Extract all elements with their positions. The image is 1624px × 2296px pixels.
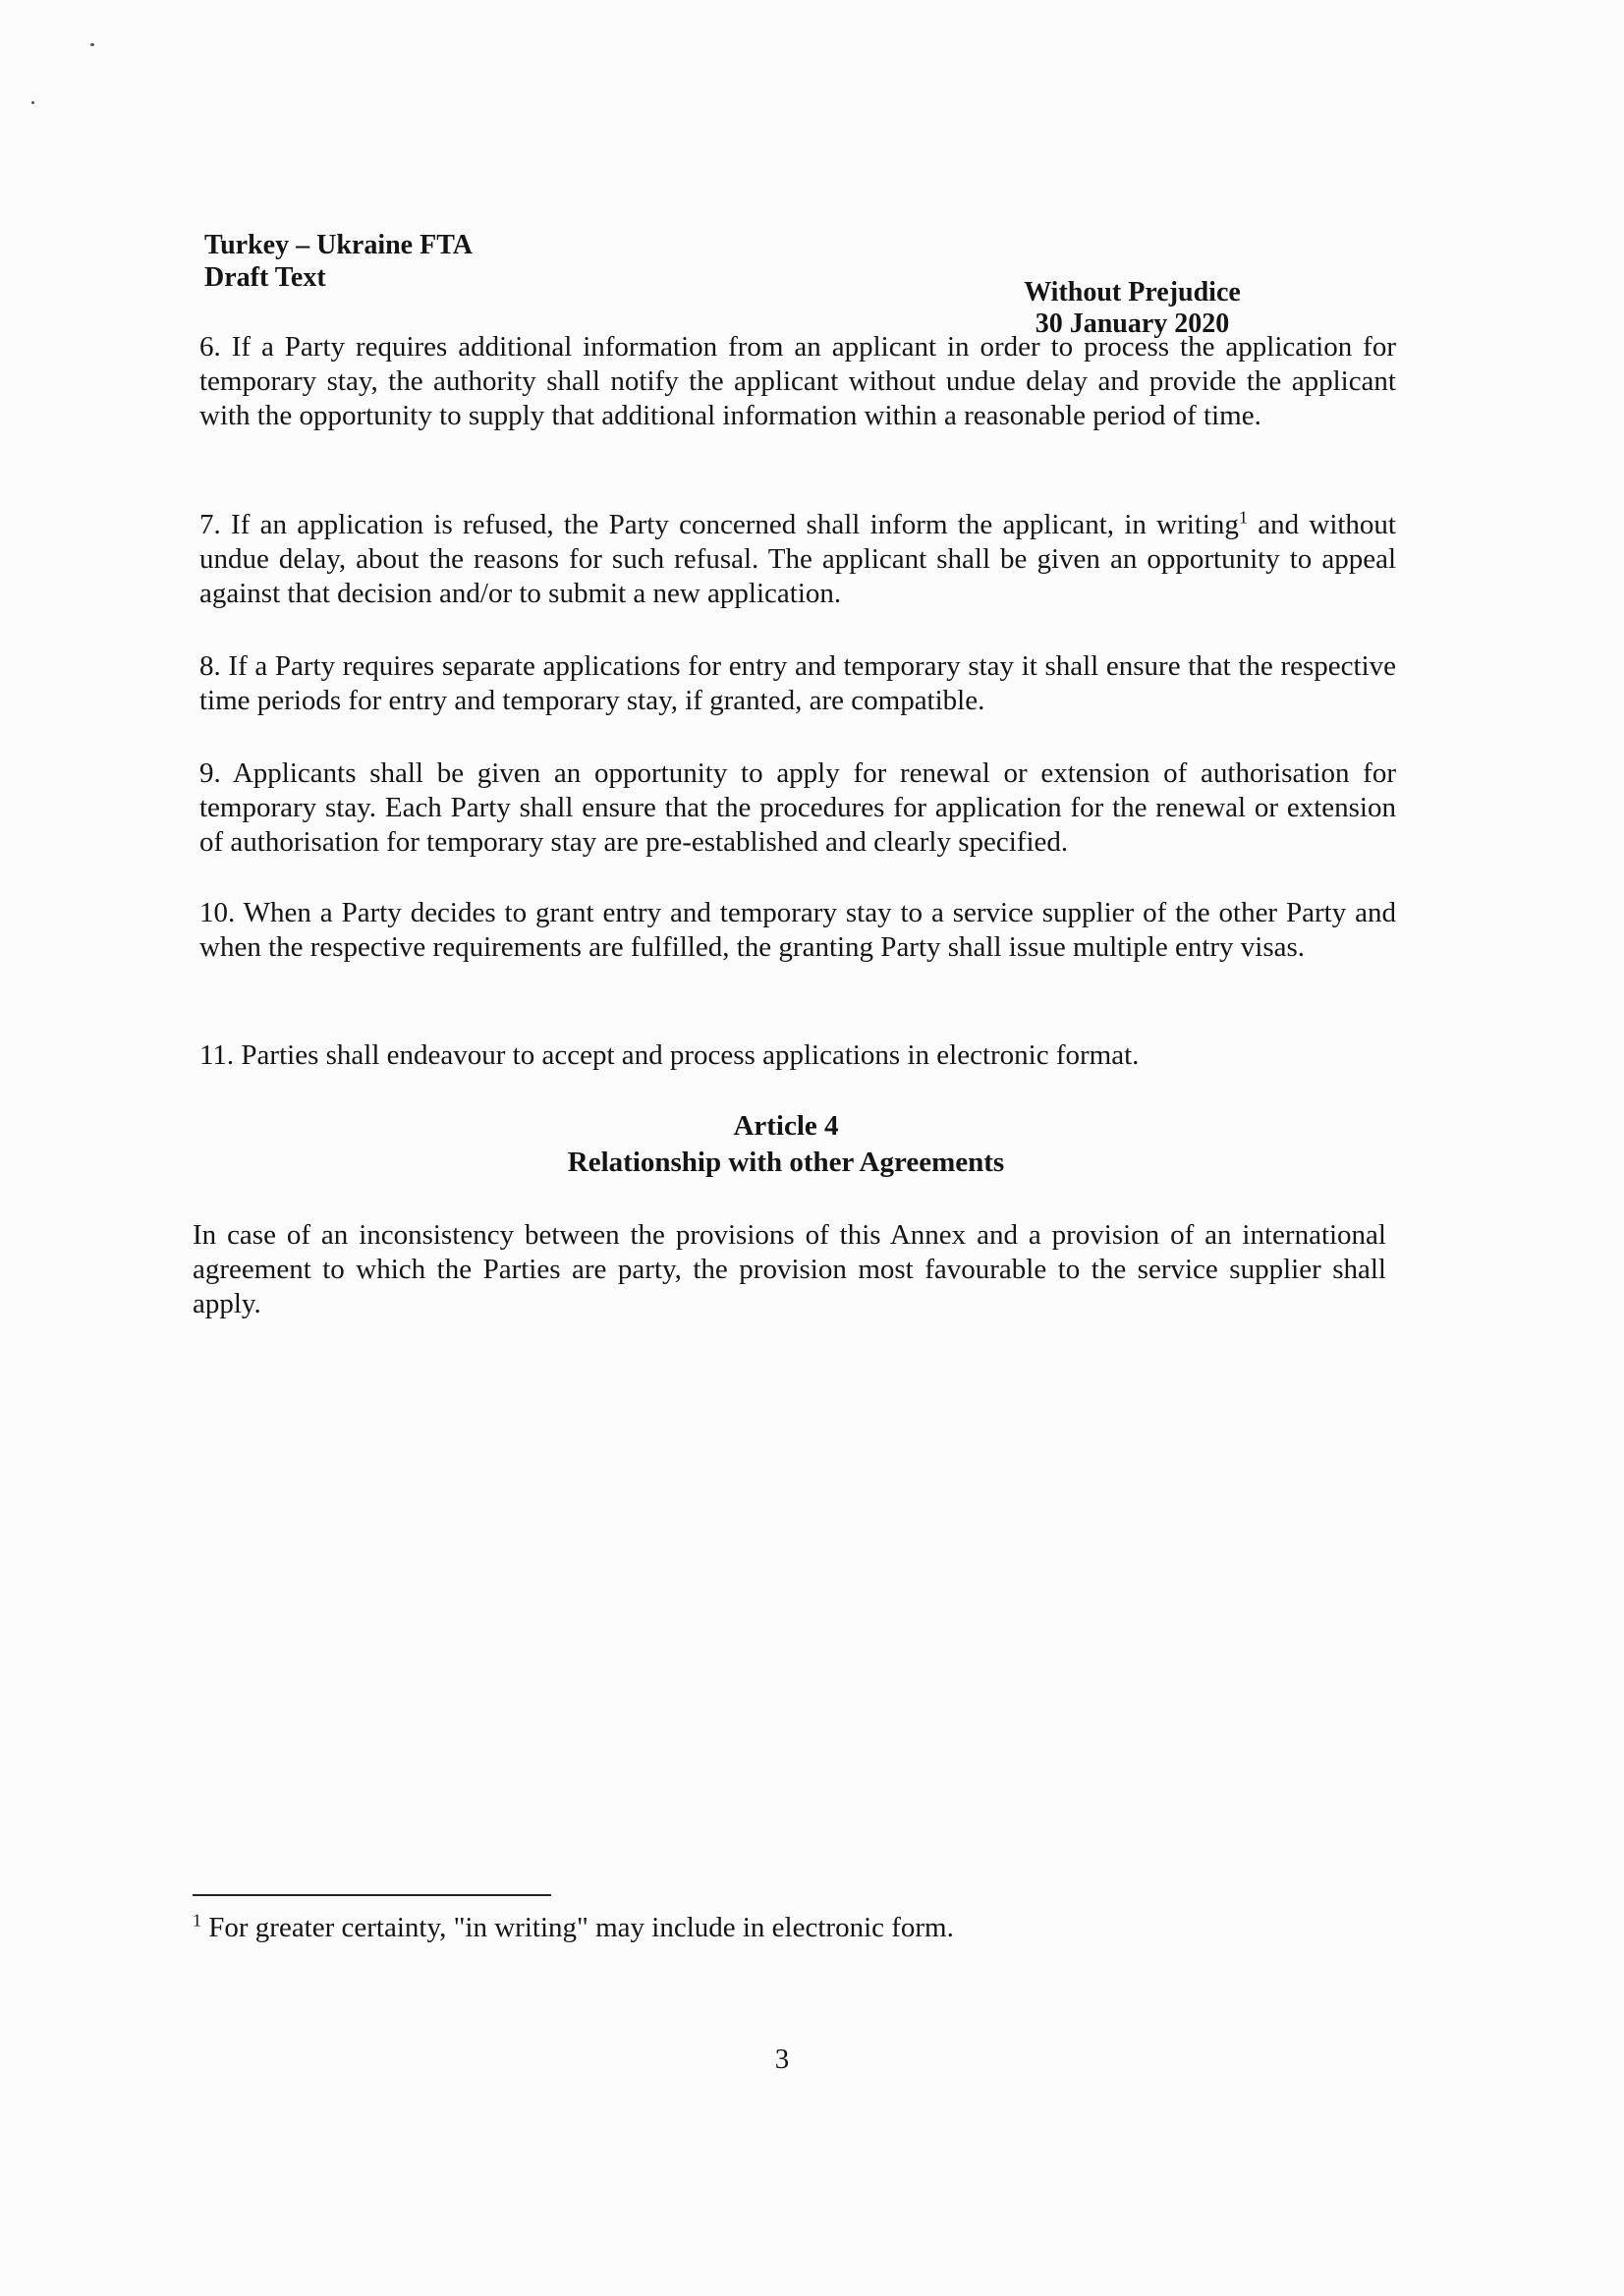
paragraph-7 — [199, 508, 1396, 611]
article-number: Article 4 — [733, 1110, 839, 1142]
footnote-text: For greater certainty, "in writing" may include in electronic form. — [201, 1912, 954, 1943]
page-number: 3 — [774, 2044, 790, 2075]
article-heading — [393, 1108, 1179, 1181]
article-title: Relationship with other Agreements — [567, 1147, 1005, 1178]
paragraph-8: 8. If a Party requires separate applications for entry and temporary stay it shall ensure that the respective time periods for entry and temporary stay, if granted, are compatible. — [199, 650, 1396, 716]
footnote — [193, 1910, 954, 1945]
paragraph-7-after: and without undue delay, about the reasons for such refusal. The applicant shall be given an opportunity to appeal against that decision and/or to submit a new application. — [199, 509, 1396, 609]
paragraph-11: 11. Parties shall endeavour to accept and process applications in electronic format. — [199, 1039, 1140, 1071]
paragraph-9: 9. Applicants shall be given an opportunity to apply for renewal or extension of authorisation for temporary stay. Each Party shall ensure that the procedures for application for the renewal or extension of authorisation for temporary stay are pre-established and clearly specified. — [199, 757, 1396, 858]
header-subtitle: Draft Text — [204, 262, 326, 293]
article-4-text: In case of an inconsistency between the provisions of this Annex and a provision of an international agreement to which the Parties are party, the provision most favourable to the service supplier shall apply. — [193, 1219, 1386, 1319]
paragraph-7-before: 7. If an application is refused, the Party concerned shall inform the applicant, in writing — [199, 509, 1239, 540]
footnote-reference[interactable]: 1 — [1238, 507, 1248, 528]
footnote-marker: 1 — [193, 1910, 201, 1931]
scan-speck — [31, 101, 34, 104]
paragraph-10: 10. When a Party decides to grant entry and temporary stay to a service supplier of the other Party and when the respective requirements are fulfilled, the granting Party shall issue multiple entry visas. — [199, 897, 1396, 963]
header-left — [204, 229, 473, 294]
paragraph-6: 6. If a Party requires additional information from an applicant in order to process the application for temporary stay, the authority shall notify the applicant without undue delay and provide the applicant with the opportunity to supply that additional information within a reasonable period of time. — [199, 331, 1396, 431]
header-prejudice: Without Prejudice — [1024, 277, 1241, 308]
footnote-divider — [193, 1894, 551, 1896]
scan-speck — [90, 43, 94, 46]
header-date: 30 January 2020 — [1035, 308, 1230, 339]
header-title: Turkey – Ukraine FTA — [204, 230, 474, 260]
